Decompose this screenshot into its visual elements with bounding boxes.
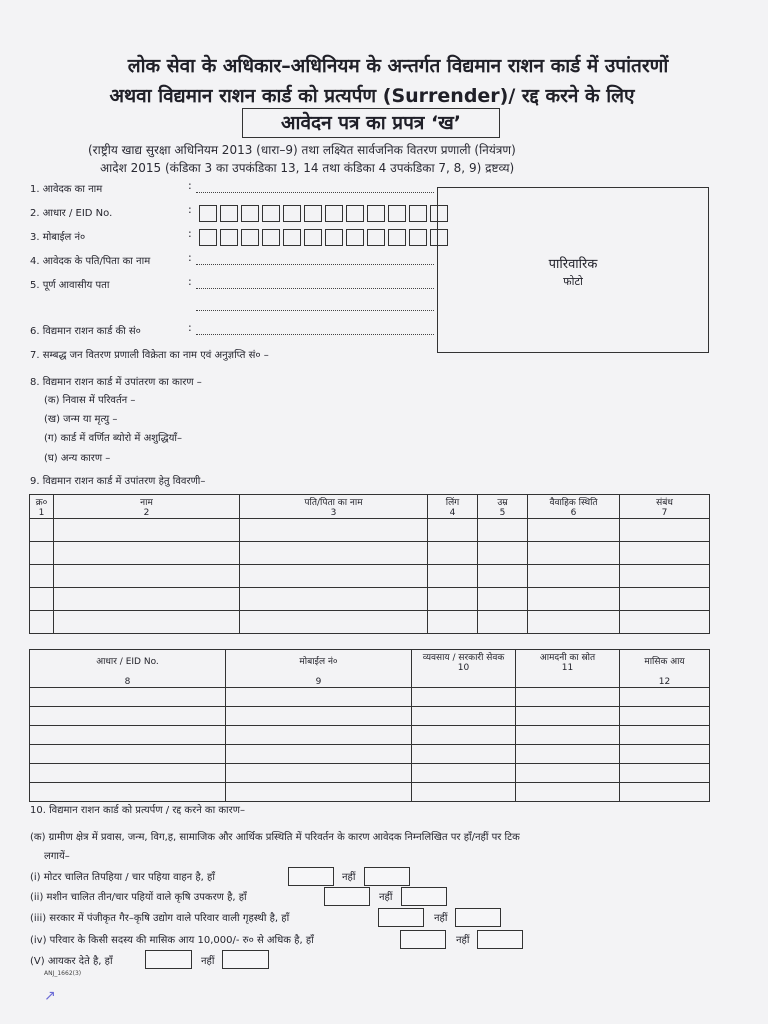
industry-yes-checkbox[interactable] <box>378 908 424 927</box>
photo-label-line2: फोटो <box>563 275 583 288</box>
table-row[interactable] <box>30 764 710 783</box>
section10-intro-line1: (क) ग्रामीण क्षेत्र में प्रवास, जन्म, विग,ह, सामाजिक और आर्थिक प्रस्थिति में परिवर्तन के कारण आवेदक निम्नलिखित पर हाँ/नहीं पर टिक <box>30 832 520 843</box>
table-row[interactable] <box>30 519 710 542</box>
father-husband-name-field[interactable] <box>196 264 434 265</box>
section10-title: 10. विद्यमान राशन कार्ड को प्रत्यर्पण / रद्द करने का कारण– <box>30 805 245 816</box>
table-row[interactable] <box>30 783 710 802</box>
reason-other: (घ) अन्य कारण – <box>44 453 111 464</box>
table-row[interactable] <box>30 726 710 745</box>
item-vehicle-label: (i) मोटर चालित तिपहिया / चार पहिया वाहन है, हाँ <box>30 872 215 883</box>
table-header-row <box>30 495 710 519</box>
form-title-line1: लोक सेवा के अधिकार–अधिनियम के अन्तर्गत विद्यमान राशन कार्ड में उपांतरणों <box>127 55 669 77</box>
pen-mark: ↗ <box>44 988 56 1004</box>
family-details-table-1 <box>29 494 710 634</box>
item-farm-equipment-label: (ii) मशीन चालित तीन/चार पहियों वाले कृषि उपकरण है, हाँ <box>30 892 247 903</box>
applicant-name-label: 1. आवेदक का नाम <box>30 184 103 195</box>
colon: : <box>188 275 192 288</box>
family-photo-box <box>437 187 709 353</box>
section8-title: 8. विद्यमान राशन कार्ड में उपांतरण का कारण – <box>30 377 202 388</box>
table-row[interactable] <box>30 565 710 588</box>
reason-card-errors: (ग) कार्ड में वर्णित ब्योरो में अशुद्धियाँ– <box>44 433 182 444</box>
col-header-gender: लिंग 4 <box>428 495 478 519</box>
reason-residence-change: (क) निवास में परिवर्तन – <box>44 395 136 406</box>
col-header-father-name: पति/पिता का नाम 3 <box>240 495 428 519</box>
address-label: 5. पूर्ण आवासीय पता <box>30 280 110 291</box>
act-reference-line2: आदेश 2015 (कंडिका 3 का उपकंडिका 13, 14 तथा कंडिका 4 उपकंडिका 7, 8, 9) द्रष्टव्य) <box>100 161 515 175</box>
colon: : <box>188 321 192 334</box>
item-industry-label: (iii) सरकार में पंजीकृत गैर–कृषि उद्योग वाले परिवार वाली गृहस्थी है, हाँ <box>30 913 290 924</box>
table-row[interactable] <box>30 611 710 634</box>
vehicle-no-label: नहीं <box>342 872 356 883</box>
table-row[interactable] <box>30 542 710 565</box>
table-row[interactable] <box>30 588 710 611</box>
col-header-monthly-income: मासिक आय 12 <box>620 650 710 688</box>
act-reference-line1: (राष्ट्रीय खाद्य सुरक्षा अधिनियम 2013 (धारा–9) तथा लक्ष्यित सार्वजनिक वितरण प्रणाली (नियंत्रण) <box>88 143 516 157</box>
colon: : <box>188 179 192 192</box>
table-row[interactable] <box>30 688 710 707</box>
col-header-name: नाम 2 <box>54 495 240 519</box>
colon: : <box>188 203 192 216</box>
mobile-label: 3. मोबाईल नं० <box>30 232 86 243</box>
income-tax-yes-checkbox[interactable] <box>145 950 192 969</box>
col-header-aadhaar: आधार / EID No. 8 <box>30 650 226 688</box>
col-header-age: उम्र 5 <box>478 495 528 519</box>
table-row[interactable] <box>30 745 710 764</box>
address-field-line2[interactable] <box>196 310 434 311</box>
aadhaar-label: 2. आधार / EID No. <box>30 208 113 219</box>
table-row[interactable] <box>30 707 710 726</box>
item-monthly-income-label: (iv) परिवार के किसी सदस्य की मासिक आय 10,000/- रु० से अधिक है, हाँ <box>30 935 314 946</box>
mobile-digit-boxes[interactable] <box>199 229 451 246</box>
col-header-occupation: व्यवसाय / सरकारी सेवक 10 <box>412 650 516 688</box>
aadhaar-digit-boxes[interactable] <box>199 205 451 222</box>
applicant-name-field[interactable] <box>196 192 434 193</box>
form-code: ANJ_1662(3) <box>44 970 82 977</box>
ration-card-number-label: 6. विद्यमान राशन कार्ड की सं० <box>30 326 141 337</box>
reason-birth-death: (ख) जन्म या मृत्यु – <box>44 414 118 425</box>
form-title-box: आवेदन पत्र का प्रपत्र ‘ख’ <box>242 108 500 138</box>
vehicle-yes-checkbox[interactable] <box>288 867 334 886</box>
section10-intro-line2: लगायें– <box>44 851 70 862</box>
farm-equipment-no-label: नहीं <box>379 892 393 903</box>
industry-no-checkbox[interactable] <box>455 908 501 927</box>
col-header-income-source: आमदनी का स्रोत 11 <box>516 650 620 688</box>
vehicle-no-checkbox[interactable] <box>364 867 410 886</box>
form-title-line2: अथवा विद्यमान राशन कार्ड को प्रत्यर्पण (Surrender)/ रद्द करने के लिए <box>109 85 635 107</box>
monthly-income-no-checkbox[interactable] <box>477 930 523 949</box>
monthly-income-yes-checkbox[interactable] <box>400 930 446 949</box>
colon: : <box>188 227 192 240</box>
item-income-tax-label: (V) आयकर देते है, हाँ <box>30 956 113 967</box>
father-husband-name-label: 4. आवेदक के पति/पिता का नाम <box>30 256 151 267</box>
monthly-income-no-label: नहीं <box>456 935 470 946</box>
pds-dealer-label: 7. सम्बद्ध जन वितरण प्रणाली विक्रेता का नाम एवं अनुज्ञप्ति सं० – <box>30 350 269 361</box>
family-details-table-2 <box>29 649 710 802</box>
col-header-serial: क्र० 1 <box>30 495 54 519</box>
income-tax-no-checkbox[interactable] <box>222 950 269 969</box>
section9-title: 9. विद्यमान राशन कार्ड में उपांतरण हेतु विवरणी– <box>30 476 206 487</box>
income-tax-no-label: नहीं <box>201 956 215 967</box>
photo-label-line1: पारिवारिक <box>548 257 598 272</box>
table-header-row <box>30 650 710 688</box>
industry-no-label: नहीं <box>434 913 448 924</box>
col-header-marital-status: वैवाहिक स्थिति 6 <box>528 495 620 519</box>
address-field-line1[interactable] <box>196 288 434 289</box>
colon: : <box>188 251 192 264</box>
col-header-mobile: मोबाईल नं० 9 <box>226 650 412 688</box>
farm-equipment-no-checkbox[interactable] <box>401 887 447 906</box>
ration-card-number-field[interactable] <box>196 334 434 335</box>
farm-equipment-yes-checkbox[interactable] <box>324 887 370 906</box>
col-header-relation: संबंध 7 <box>620 495 710 519</box>
